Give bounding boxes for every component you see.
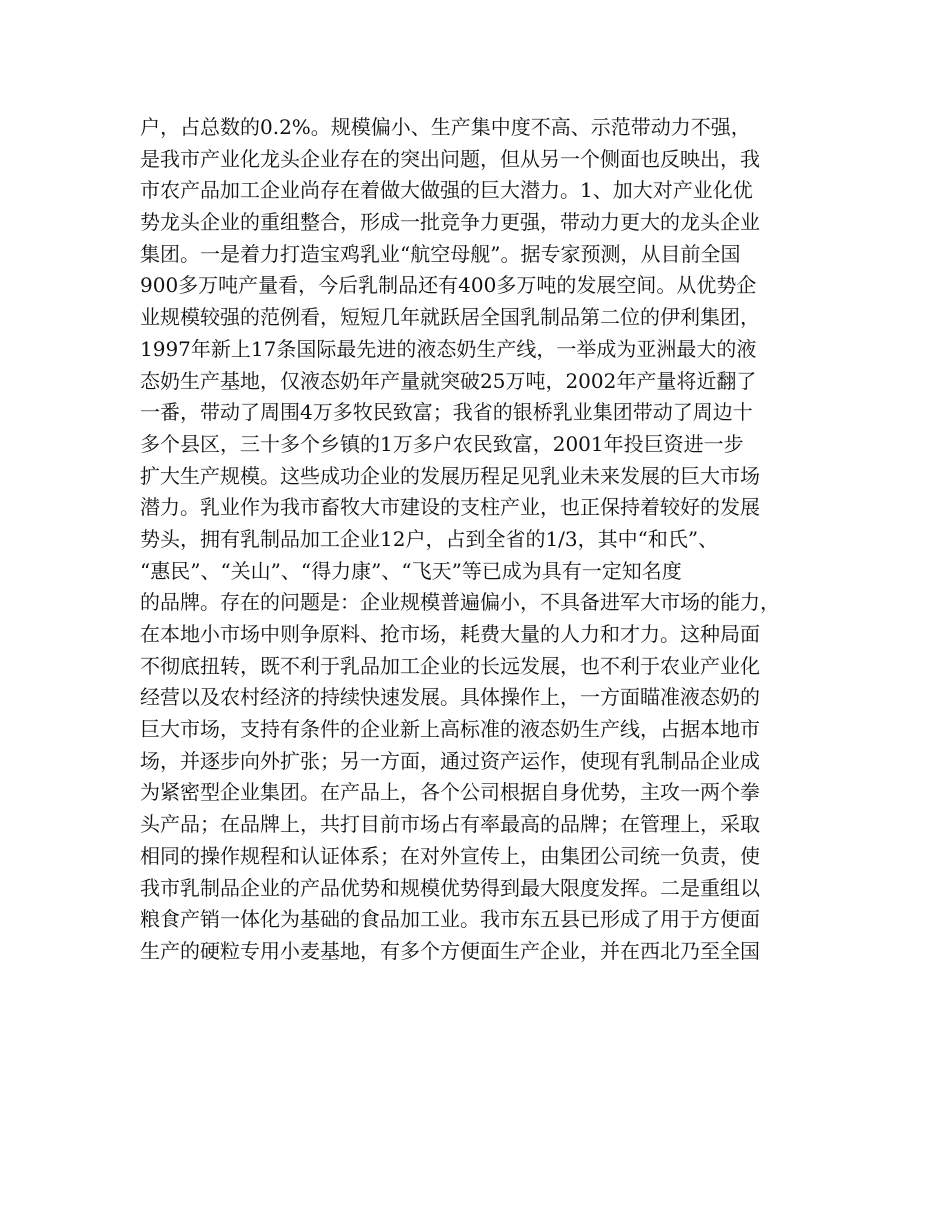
- text-line: 巨大市场，支持有条件的企业新上高标准的液态奶生产线，占据本地市: [140, 717, 760, 742]
- text-line: 势头，拥有乳制品加工企业12户，占到全省的1/3，其中“和氏”、: [140, 526, 719, 551]
- text-line: 业规模较强的范例看，短短几年就跃居全国乳制品第二位的伊利集团，: [140, 305, 760, 330]
- text-line: 潜力。乳业作为我市畜牧大市建设的支柱产业，也正保持着较好的发展: [140, 495, 760, 520]
- text-line: 900多万吨产量看，今后乳制品还有400多万吨的发展空间。从优势企: [140, 273, 757, 298]
- text-line: 态奶生产基地，仅液态奶年产量就突破25万吨，2002年产量将近翻了: [140, 368, 757, 393]
- text-line: 多个县区，三十多个乡镇的1万多户农民致富，2001年投巨资进一步: [140, 431, 744, 456]
- text-line: 头产品；在品牌上，共打目前市场占有率最高的品牌；在管理上，采取: [140, 812, 760, 837]
- text-line: 场，并逐步向外扩张；另一方面，通过资产运作，使现有乳制品企业成: [140, 748, 760, 773]
- text-line: “惠民”、“关山”、“得力康”、“飞天”等已成为具有一定知名度: [140, 558, 682, 583]
- text-line: 生产的硬粒专用小麦基地，有多个方便面生产企业，并在西北乃至全国: [140, 938, 760, 963]
- text-line: 势龙头企业的重组整合，形成一批竞争力更强，带动力更大的龙头企业: [140, 210, 760, 235]
- text-line: 集团。一是着力打造宝鸡乳业“航空母舰”。据专家预测，从目前全国: [140, 241, 741, 266]
- text-line: 扩大生产规模。这些成功企业的发展历程足见乳业未来发展的巨大市场: [140, 463, 760, 488]
- text-line: 为紧密型企业集团。在产品上，各个公司根据自身优势，主攻一两个拳: [140, 780, 760, 805]
- text-line: 是我市产业化龙头企业存在的突出问题，但从另一个侧面也反映出，我: [140, 146, 760, 171]
- text-line: 在本地小市场中则争原料、抢市场，耗费大量的人力和才力。这种局面: [140, 622, 760, 646]
- text-line: 不彻底扭转，既不利于乳品加工企业的长远发展，也不利于农业产业化: [140, 653, 760, 678]
- body-text: [140, 112, 830, 968]
- text-line: 相同的操作规程和认证体系；在对外宣传上，由集团公司统一负责，使: [140, 843, 760, 868]
- text-line: 我市乳制品企业的产品优势和规模优势得到最大限度发挥。二是重组以: [140, 875, 760, 900]
- text-line: 粮食产销一体化为基础的食品加工业。我市东五县已形成了用于方便面: [140, 907, 760, 932]
- text-line: 户，占总数的0.2%。规模偏小、生产集中度不高、示范带动力不强，: [140, 115, 751, 139]
- text-line: 一番，带动了周围4万多牧民致富；我省的银桥乳业集团带动了周边十: [140, 400, 753, 425]
- text-line: 的品牌。存在的问题是：企业规模普遍偏小，不具备进军大市场的能力，: [140, 590, 780, 615]
- text-line: 1997年新上17条国际最先进的液态奶生产线，一举成为亚洲最大的液: [140, 336, 757, 361]
- text-line: 经营以及农村经济的持续快速发展。具体操作上，一方面瞄准液态奶的: [140, 685, 760, 710]
- text-line: 市农产品加工企业尚存在着做大做强的巨大潜力。1、加大对产业化优: [140, 178, 753, 203]
